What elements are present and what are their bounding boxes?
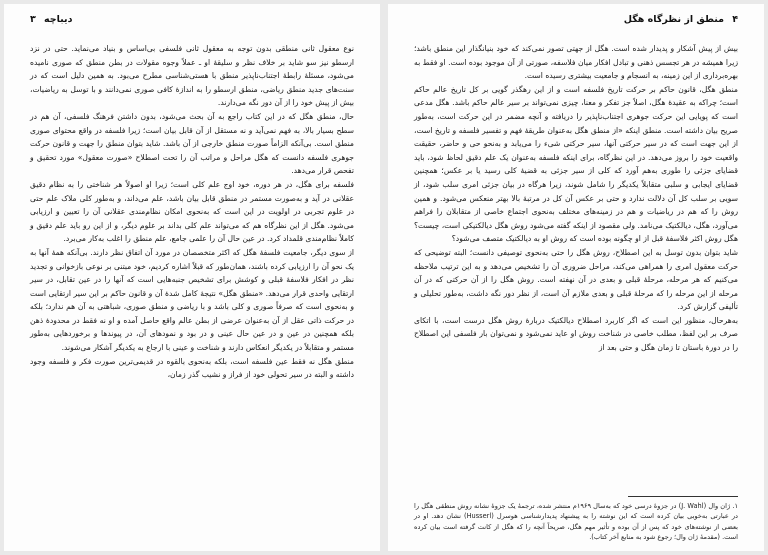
body-text (30, 42, 354, 382)
page-header (30, 14, 354, 30)
footnote: ١. ژان وال (J. Wahl) در جزوهٔ درسی خود که به‌سال ۱۹۶۹م منتشر شده، ترجمهٔ یک جزوهٔ نشانه روش منطقی هگل را در عبارتی به‌خوبی بیان کرده است که این نوشته را به پیشنهاد پدیدارشناسی هوسرل (Husserl) نشان دهد. او در بعضی از نوشته‌های خود که پس از آن بوده و تأثیر مهم هگل، صریحاً آنچه را که هگل از کانت گرفته است بیان کرده است. (مقدمهٔ ژان وال؛ رجوع شود به منابع آخر کتاب). (414, 502, 738, 542)
left-page (4, 4, 380, 551)
paragraph: منطق هگل، قانون حاکم بر حرکت تاریخ فلسفه است و از این رهگذر گویی بر کل تاریخ عالم حاکم است؛ چراکه به عقیدهٔ هگل، اصلاً جز تفکر و معنا، چیزی نمی‌تواند بر سیر عالم حاکم باشد. هگل مدعی است که پویایی این حرکت جوهری اجتناب‌ناپذیر را دریافته و آنچه مضمر در این حرکت است، به‌طور صریح بیان داشته است. منطق اینکه «از منطق هگل به‌عنوان طریقهٔ فهم و تفسیر فلسفه و تاریخ است، از این جهت است که در سیر حرکتی آنها، سیر حرکتی شیء را می‌یابد و به‌نحو حی و حاضر، حقیقت واقعیت خود را بروز می‌دهد. در این نظرگاه، برای اینکه فلسفه به‌عنوان یک علم دقیق لحاظ شود، باید قضایای جزئی را طوری به‌هم آورد که کلی از سیر جزئی به قضیهٔ کلی رسید یا بر عکس؛ همچنین قضایای ایجابی و سلبی متقابلاً یکدیگر را شامل شوند، زیرا هرگاه در بیان جزئی امری سلب شود، از سویی بر سلب کل آن دلالت ندارد و حتی بر عکس آن کل در مرتبهٔ بالا بهتر منعکس می‌شود. و همین روش را که هم در ریاضیات و هم در زمینه‌های مختلف به‌نحوی اجتماع خاصی از متقابلان را فراهم می‌آورد، هگل، دیالکتیک می‌نامد. ولی مقصود از اینکه گفته می‌شود روش هگل دیالکتیکی است، چیست؟ هگل روش اکثر فلاسفهٔ قبل از او چگونه بوده است که روش او به دیالکتیک متصف می‌شود؟ (414, 84, 738, 244)
paragraph: نوع معقول ثانی منطقی بدون توجه به معقول ثانی فلسفی بی‌اساس و بنیاد می‌نماید. حتی در نزد ارسطو نیز سو شاید بر خلاف نظر و سلیقهٔ او ـ عملاً وجوه مقولات در بطن منطق که صوری نامیده می‌شود، مسئلهٔ رابطهٔ اجتناب‌ناپذیر منطق با هستی‌شناسی مطرح می‌بود. به همین دلیل است که در سنت‌های جدید منطق ریاضی، منطق ارسطو را به اندازهٔ کافی صوری نمی‌دانند و با توسل به ریاضیات، بیش از پیش خود را از آن دور نگه می‌دارند. (30, 44, 354, 108)
paragraph: شاید بتوان بدون توسل به این اصطلاح، روش هگل را حتی به‌نحوی توصیفی دانست؛ البته توضیحی که حرکت معقول امری را همراهی می‌کند، مراحل ضروری آن را تشخیص می‌دهد و به این ترتیب ملاحظه می‌کنیم که هر مرحله، مرحلهٔ قبلی و بعدی در آن نهفته است. روش هگل را از آن حرکتی که در آن مرحله از این مرحله را که مرحلهٔ قبلی و بعدی ملازم آن است، از نظر دور نگه داشت، به‌طور تحلیلی و تألیفی گزارش کرد. (414, 247, 738, 312)
running-title: منطق از نظرگاه هگل (623, 14, 724, 25)
paragraph: به‌هرحال، منظور این است که اگر کاربرد اصطلاح دیالکتیک دربارهٔ روش هگل درست است، با اتکای صرف بر این لفظ، مطلب خاصی در شناخت روش او عاید نمی‌شود و نمی‌توان بار فلسفی این اصطلاح را در دورهٔ باستان تا زمان هگل و حتی بعد از (414, 315, 738, 353)
body-text (414, 42, 738, 355)
page-number: ۳ (30, 14, 36, 25)
page-header (414, 14, 738, 30)
paragraph: بیش از پیش آشکار و پدیدار شده است. هگل از جهتی تصور نمی‌کند که خود بنیانگذار این منطق باشد؛ زیرا همیشه در هر تجسس ذهنی و تبادل افکار میان فلاسفه، صورتی از آن موجود بوده است. او فقط به بهره‌برداری از این زمینه، به انسجام و جامعیت بیشتری رسیده است. (414, 44, 738, 81)
right-page (388, 4, 764, 551)
paragraph: از سوی دیگر، جامعیت فلسفهٔ هگل که اکثر متخصصان در مورد آن اتفاق نظر دارند. بی‌آنکه همهٔ آنها به یک نحو آن را ارزیابی کرده باشند، همان‌طور که قبلاً اشاره کردیم، خود مبتنی بر نوعی بازخوانی و تجدید نظر در افکار فلاسفهٔ قبلی و کوشش برای تشخیص جنبه‌هایی است که آنها را در عین تقابل، در سیر ارتقایی واحدی قرار می‌دهد. «منطق هگل» نتیجهٔ کامل شدهٔ آن و قانون حاکم بر این سیر ارتقایی است و به‌نحوی است که صرفاً صوری و کلی باشد و با ریاضی و منطق صوری، شباهتی به آن هم ندارد؛ بلکه در حرکت ذاتی عقل از آن به‌عنوان عرضی از بطن عالم واقع حاصل آمده و او نه فقط در محدودهٔ ذهن بلکه همچنین در عین و در عین حال عینی و در بود و نمودهای آن، در پیوندها و برخوردهایی به‌طور مستمر و متقابلاً در یکدیگر انعکاس دارند و شناخت و عینی با ارجاع به یکدیگر آشکار می‌شوند. (30, 247, 354, 353)
running-title: دیباچه (44, 14, 73, 25)
footnote-rule (628, 496, 738, 497)
paragraph: منطق هگل نه فقط عین فلسفه است، بلکه به‌نحوی بالقوه در قدیمی‌ترین صورت فکر و فلسفه وجود داشته و البته در سیر تحولی خود از فراز و نشیب گذر زمان، (30, 356, 354, 380)
page-number: ۴ (732, 14, 738, 25)
paragraph: حال، منطق هگل که در این کتاب راجع به آن بحث می‌شود، بدون داشتن فرهنگ فلسفی، آن هم در سطح بسیار بالا، به فهم نمی‌آید و نه مستقل از آن قابل بیان است؛ زیرا فلسفه در واقع محتوای صوری منطق است. بی‌آنکه الزاماً صورت منطق خارجی از آن باشد. شاید بتوان منطق را جهت و قانون حرکت جوهری فلسفه دانست که هگل مراحل و مراتب آن را تحت اصطلاح «صورت معقول» مورد تحقیق و تفحص قرار می‌دهد. (30, 111, 354, 176)
paragraph: فلسفه برای هگل، در هر دوره، خود اوج علم کلی است؛ زیرا او اصولاً هر شناختی را به نظام دقیق عقلانی در آید و به‌صورت مستمر در منطق قابل بیان باشد، علم می‌داند، و به‌طور کلی ملاک علم حتی در علوم تجربی در اولویت در این است که به‌نحوی امکان نظام‌مندی عقلانی آن را تعیین و ارزیابی می‌شود. هگل از این نظرگاه هم که می‌تواند علم کلی بداند بر علوم دیگر، و از این رو باید علم دقیق و کاملاً نظام‌مندی قلمداد کرد. در عین حال آن را علمی جامع، علم منطق را اغلب به‌کار می‌برد. (30, 179, 354, 244)
